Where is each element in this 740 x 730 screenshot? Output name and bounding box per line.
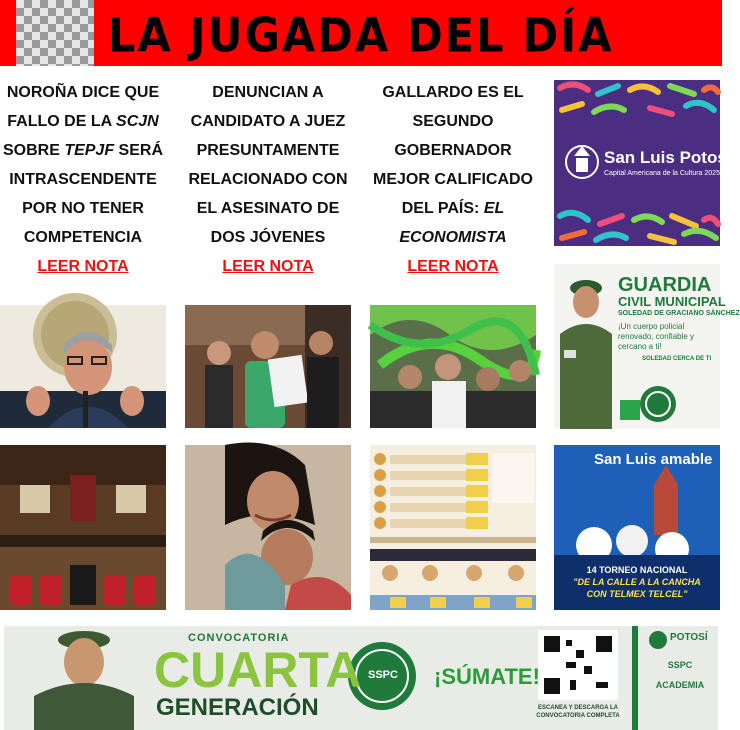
victims-photo[interactable] [185, 445, 351, 610]
ranking-infographic[interactable] [370, 445, 536, 610]
torneo-line3: CON TELMEX TELCEL" [586, 589, 688, 599]
ad-guardia-civil[interactable] [554, 264, 740, 429]
banner-sspc: SSPC [667, 660, 693, 670]
article-1-photo[interactable] [0, 305, 166, 428]
chessboard-logo [16, 0, 94, 66]
banner-generacion: GENERACIÓN [156, 694, 319, 721]
article-3 [370, 78, 536, 276]
article-2-read-link[interactable]: LEER NOTA [222, 258, 314, 275]
guardia-slogan: ¡Un cuerpo policial renovado, confiable y cercano a ti! [618, 322, 695, 351]
torneo-line2: "DE LA CALLE A LA CANCHA [573, 577, 701, 587]
site-header [0, 0, 722, 66]
banner-sumate[interactable]: ¡SÚMATE! [434, 664, 540, 689]
banner-potosi: POTOSÍ [670, 632, 708, 643]
ad-convocatoria-banner[interactable] [4, 626, 718, 730]
article-1 [0, 78, 166, 276]
article-2-headline[interactable]: DENUNCIAN A CANDIDATO A JUEZ PRESUNTAMENTE RELACIONADO CON EL ASESINATO DE DOS JÓVENES [188, 84, 348, 246]
guardia-municipality: SOLEDAD DE GRACIANO SÁNCHEZ [618, 310, 740, 317]
banner-convocatoria: CONVOCATORIA [188, 632, 290, 644]
article-3-photo[interactable] [370, 305, 536, 428]
article-3-read-link[interactable]: LEER NOTA [407, 258, 499, 275]
banner-seal: SSPC [368, 669, 398, 681]
article-3-headline[interactable]: GALLARDO ES EL SEGUNDO GOBERNADOR MEJOR CALIFICADO DEL PAÍS: EL ECONOMISTA [373, 84, 533, 246]
ad-san-luis-potosi[interactable] [554, 80, 732, 246]
slp-name: San Luis Potosí [604, 148, 732, 167]
banner-cuarta: CUARTA [154, 642, 362, 698]
slp-tagline: Capital Americana de la Cultura 2025 [604, 170, 720, 177]
court-photo[interactable] [0, 445, 166, 610]
article-2 [185, 78, 351, 276]
guardia-subtitle: CIVIL MUNICIPAL [618, 294, 726, 309]
guardia-title: GUARDIA [618, 274, 712, 296]
torneo-line1: 14 TORNEO NACIONAL [586, 565, 688, 575]
article-2-photo[interactable] [185, 305, 351, 428]
torneo-brand: San Luis amable [594, 451, 713, 468]
banner-academia: ACADEMIA [655, 680, 705, 690]
article-1-read-link[interactable]: LEER NOTA [37, 258, 129, 275]
site-title: LA JUGADA DEL DÍA [108, 8, 614, 64]
ad-torneo[interactable] [554, 445, 720, 610]
guardia-badge: SOLEDAD CERCA DE TI [642, 356, 712, 362]
article-1-headline[interactable]: NOROÑA DICE QUE FALLO DE LA SCJN SOBRE TEPJF SERÁ INTRASCENDENTE POR NO TENER COMPETENCIA [2, 84, 164, 246]
banner-qr-caption: ESCANEA Y DESCARGA LA CONVOCATORIA COMPLETA [536, 705, 620, 719]
